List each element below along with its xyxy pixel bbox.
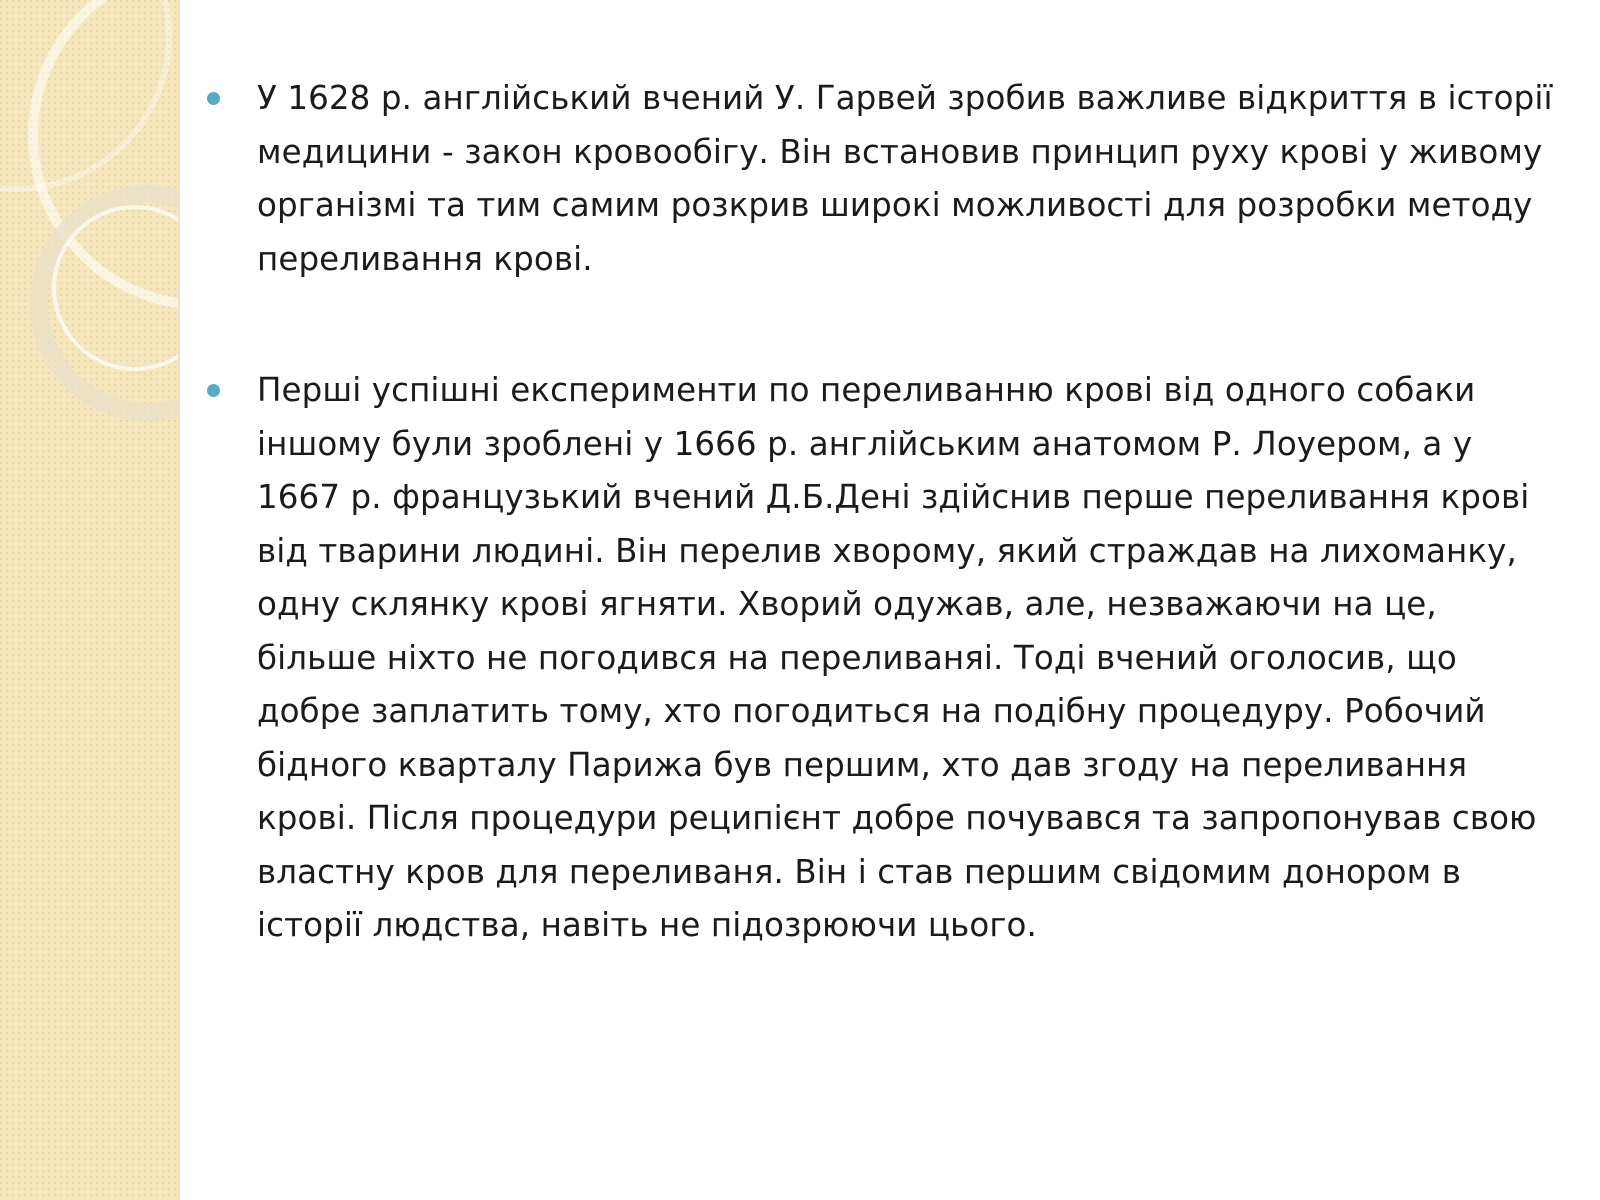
bullet-list	[205, 72, 1560, 953]
bullet-dot-icon	[207, 92, 220, 105]
bullet-item-first-transfusions	[205, 364, 1560, 953]
bullet-item-harvey	[205, 72, 1560, 286]
bullet-text: У 1628 р. англійський вчений У. Гарвей зробив важливе відкриття в історії медицини - закон кровообігу. Він встановив принцип руху крові у живому організмі та тим самим розкрив широкі можливості для розробки методу переливання крові.	[257, 79, 1553, 278]
bullet-dot-icon	[207, 384, 220, 397]
decorative-side-band	[0, 0, 180, 1200]
slide-content	[205, 72, 1560, 953]
bullet-text: Перші успішні експерименти по переливанню крові від одного собаки іншому були зроблені у 1666 р. англійським анатомом Р. Лоуером, а у 1667 р. французький вчений Д.Б.Дені здійснив перше переливання крові від тварини людині. Він перелив хворому, який страждав на лихоманку, одну склянку крові ягняти. Хворий одужав, але, незважаючи на це, більше ніхто не погодився на переливаняі. Тоді вчений оголосив, що добре заплатить тому, хто погодиться на подібну процедуру. Робочий бідного кварталу Парижа був першим, хто дав згоду на переливання крові. Після процедури реципієнт добре почувався та запропонував свою властну кров для переливаня. Він і став першим свідомим донором в історії людства, навіть не підозрюючи цього.	[257, 371, 1537, 944]
